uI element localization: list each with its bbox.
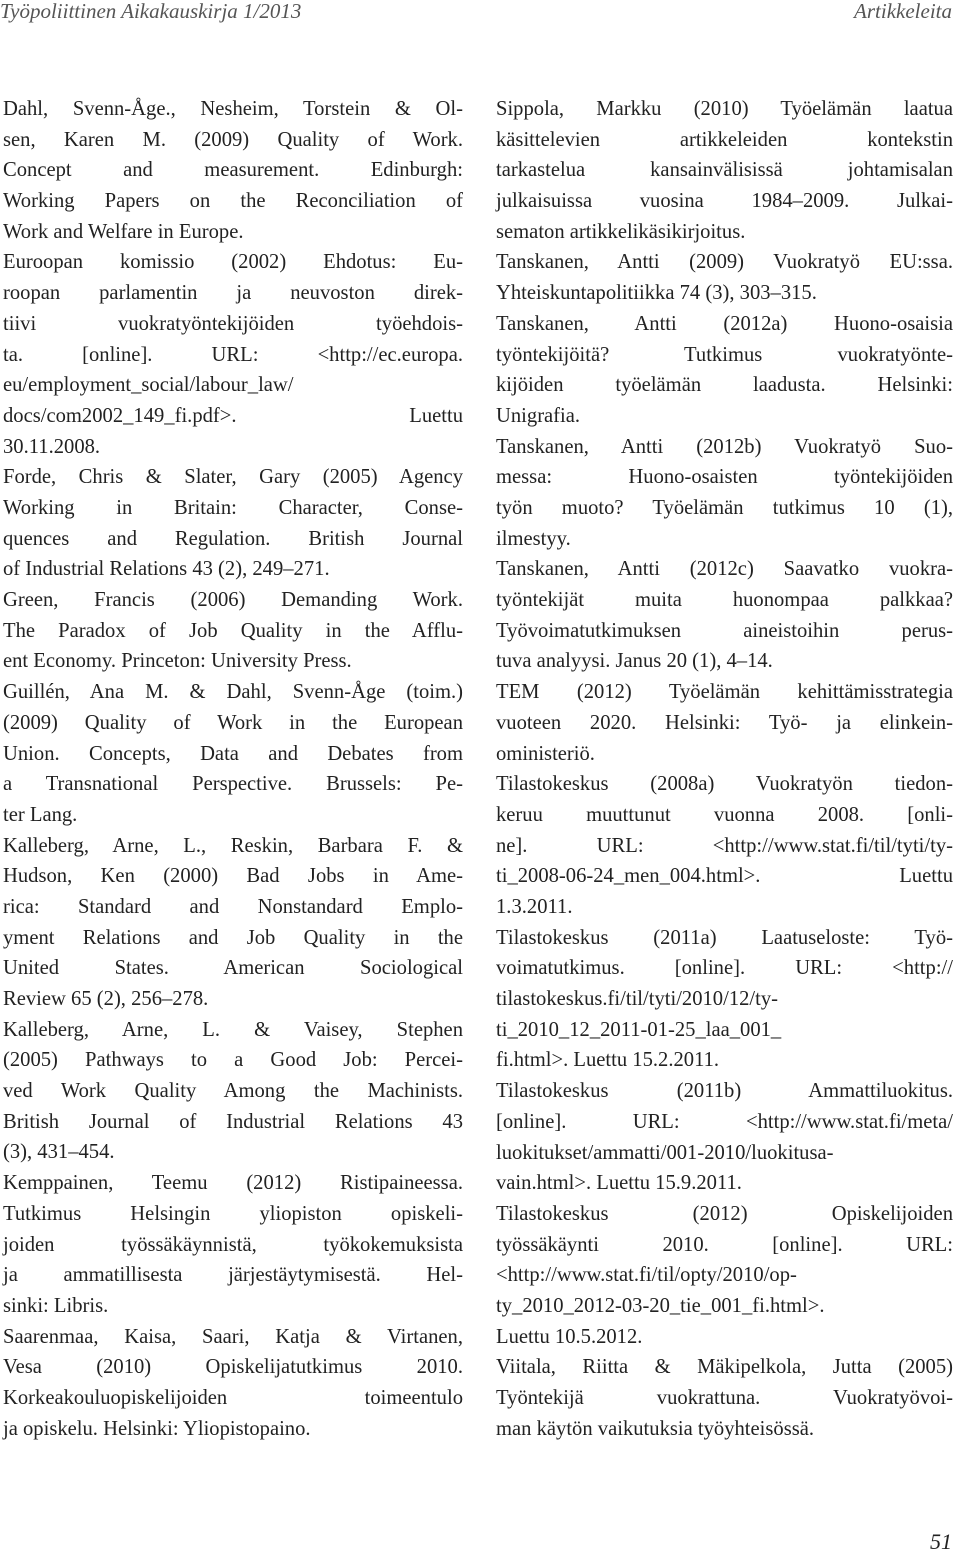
reference-line: 1.3.2011. xyxy=(496,895,573,918)
reference-line: Green, Francis (2006) Demanding Work. xyxy=(3,589,463,612)
reference-line: voimatutkimus. [online]. URL: <http:// xyxy=(496,957,953,980)
reference-line: käsittelevien artikkeleiden kontekstin xyxy=(496,128,953,151)
section-title: Artikkeleita xyxy=(854,0,952,23)
reference-line: tilastokeskus.fi/til/tyti/2010/12/ty- xyxy=(496,988,779,1011)
reference-line: rica: Standard and Nonstandard Emplo- xyxy=(3,895,463,918)
reference-line: quences and Regulation. British Journal xyxy=(3,527,463,550)
reference-line: tiivi vuokratyöntekijöiden työehdois- xyxy=(3,312,463,335)
reference-line: joiden työssäkäynnistä, työkokemuksista xyxy=(3,1233,463,1256)
reference-entry xyxy=(496,432,953,555)
reference-line: fi.html>. Luettu 15.2.2011. xyxy=(496,1049,720,1072)
reference-line: oministeriö. xyxy=(496,742,595,765)
reference-line: messa: Huono-osaisten työntekijöiden xyxy=(496,466,953,489)
reference-line: Guillén, Ana M. & Dahl, Svenn-Åge (toim.) xyxy=(3,681,463,704)
reference-entry xyxy=(3,677,463,830)
reference-entry xyxy=(496,1199,953,1352)
reference-line: Tanskanen, Antti (2012a) Huono-osaisia xyxy=(496,312,953,335)
reference-line: ty_2010_2012-03-20_tie_001_fi.html>. xyxy=(496,1294,825,1317)
reference-line: ti_2008-06-24_men_004.html>. Luettu xyxy=(496,865,953,888)
reference-line: ved Work Quality Among the Machinists. xyxy=(3,1080,463,1103)
reference-line: Hudson, Ken (2000) Bad Jobs in Ame- xyxy=(3,865,463,888)
reference-line: Union. Concepts, Data and Debates from xyxy=(3,742,463,765)
reference-entry xyxy=(3,247,463,462)
reference-line: Yhteiskuntapolitiikka 74 (3), 303–315. xyxy=(496,282,817,305)
reference-line: ter Lang. xyxy=(3,803,78,826)
reference-entry xyxy=(3,462,463,585)
reference-entry xyxy=(3,1015,463,1168)
reference-line: ent Economy. Princeton: University Press. xyxy=(3,650,352,673)
reference-line: man käytön vaikutuksia työyhteisössä. xyxy=(496,1417,815,1440)
reference-line: (3), 431–454. xyxy=(3,1141,115,1164)
reference-line: Työntekijä vuokrattuna. Vuokratyövoi- xyxy=(496,1387,953,1410)
reference-entry xyxy=(496,309,953,432)
reference-line: eu/employment_social/labour_law/ xyxy=(3,374,294,397)
reference-line: Kemppainen, Teemu (2012) Ristipaineessa. xyxy=(3,1172,463,1195)
reference-line: yment Relations and Job Quality in the xyxy=(3,926,463,949)
reference-line: luokitukset/ammatti/001-2010/luokitusa- xyxy=(496,1141,834,1164)
reference-line: British Journal of Industrial Relations 43 xyxy=(3,1110,463,1133)
reference-line: ilmestyy. xyxy=(496,527,571,550)
reference-line: Tutkimus Helsingin yliopiston opiskeli- xyxy=(3,1202,463,1225)
reference-line: Kalleberg, Arne, L., Reskin, Barbara F. & xyxy=(3,834,463,857)
reference-line: tarkastelua kansainvälisissä johtamisalan xyxy=(496,159,953,182)
reference-line: työn muoto? Työelämän tutkimus 10 (1), xyxy=(496,496,953,519)
page-number: 51 xyxy=(930,1529,952,1554)
reference-line: ja opiskelu. Helsinki: Yliopistopaino. xyxy=(3,1417,311,1440)
reference-line: ta. [online]. URL: <http://ec.europa. xyxy=(3,343,463,366)
reference-line: 30.11.2008. xyxy=(3,435,101,458)
reference-line: Forde, Chris & Slater, Gary (2005) Agency xyxy=(3,466,463,489)
reference-line: (2005) Pathways to a Good Job: Percei- xyxy=(3,1049,463,1072)
reference-line: of Industrial Relations 43 (2), 249–271. xyxy=(3,558,330,581)
reference-line: työntekijöitä? Tutkimus vuokratyönte- xyxy=(496,343,953,366)
reference-entry xyxy=(3,1322,463,1445)
reference-entry xyxy=(3,94,463,247)
reference-line: Concept and measurement. Edinburgh: xyxy=(3,159,463,182)
reference-entry xyxy=(3,831,463,1015)
reference-line: (2009) Quality of Work in the European xyxy=(3,711,463,734)
reference-line: vuoteen 2020. Helsinki: Työ- ja elinkein- xyxy=(496,711,953,734)
reference-line: The Paradox of Job Quality in the Afflu- xyxy=(3,619,463,642)
reference-line: Work and Welfare in Europe. xyxy=(3,220,244,243)
reference-entry xyxy=(496,1352,953,1444)
reference-entry xyxy=(496,247,953,308)
reference-line: United States. American Sociological xyxy=(3,957,463,980)
left-column-references xyxy=(3,94,463,1444)
reference-line: tuva analyysi. Janus 20 (1), 4–14. xyxy=(496,650,773,673)
reference-line: TEM (2012) Työelämän kehittämisstrategia xyxy=(496,681,953,704)
reference-line: Korkeakouluopiskelijoiden toimeentulo xyxy=(3,1387,463,1409)
reference-line: Tilastokeskus (2012) Opiskelijoiden xyxy=(496,1202,953,1225)
reference-line: Viitala, Riitta & Mäkipelkola, Jutta (2005) xyxy=(496,1356,953,1379)
reference-entry xyxy=(496,554,953,677)
reference-line: ja ammatillisesta järjestäytymisestä. Hel- xyxy=(3,1264,463,1287)
reference-line: julkaisuissa vuosina 1984–2009. Julkai- xyxy=(496,190,953,213)
reference-line: Sippola, Markku (2010) Työelämän laatua xyxy=(496,98,953,120)
reference-line: Tanskanen, Antti (2012b) Vuokratyö Suo- xyxy=(496,435,953,458)
reference-entry xyxy=(3,585,463,677)
reference-line: roopan parlamentin ja neuvoston direk- xyxy=(3,282,463,305)
reference-line: vain.html>. Luettu 15.9.2011. xyxy=(496,1172,742,1195)
reference-line: a Transnational Perspective. Brussels: Pe- xyxy=(3,773,463,796)
reference-line: Kalleberg, Arne, L. & Vaisey, Stephen xyxy=(3,1018,463,1041)
reference-line: keruu muuttunut vuonna 2008. [onli- xyxy=(496,803,953,826)
reference-line: Tilastokeskus (2011b) Ammattiluokitus. xyxy=(496,1080,953,1103)
right-column-references xyxy=(496,94,953,1444)
reference-entry xyxy=(496,677,953,769)
reference-line: Dahl, Svenn-Åge., Nesheim, Torstein & Ol- xyxy=(3,98,463,120)
reference-entry xyxy=(496,94,953,247)
reference-line: Luettu 10.5.2012. xyxy=(496,1325,643,1348)
reference-line: Euroopan komissio (2002) Ehdotus: Eu- xyxy=(3,251,463,274)
reference-line: Saarenmaa, Kaisa, Saari, Katja & Virtanen, xyxy=(3,1325,463,1348)
reference-line: työntekijät muita huonompaa palkkaa? xyxy=(496,589,953,612)
reference-line: Unigrafia. xyxy=(496,404,581,427)
reference-line: Working in Britain: Character, Conse- xyxy=(3,496,463,519)
reference-line: kijöiden työelämän laadusta. Helsinki: xyxy=(496,374,953,397)
reference-entry xyxy=(496,923,953,1076)
journal-title: Työpoliittinen Aikakauskirja 1/2013 xyxy=(0,0,302,23)
running-header xyxy=(0,0,960,28)
reference-line: sematon artikkelikäsikirjoitus. xyxy=(496,220,746,243)
reference-line: <http://www.stat.fi/til/opty/2010/op- xyxy=(496,1264,797,1287)
reference-entry xyxy=(496,1076,953,1199)
reference-line: docs/com2002_149_fi.pdf>. Luettu xyxy=(3,404,463,427)
reference-line: Tanskanen, Antti (2009) Vuokratyö EU:ssa. xyxy=(496,251,953,274)
reference-entry xyxy=(3,1168,463,1321)
reference-line: Työvoimatutkimuksen aineistoihin perus- xyxy=(496,619,953,642)
reference-line: sen, Karen M. (2009) Quality of Work. xyxy=(3,128,463,151)
reference-line: Review 65 (2), 256–278. xyxy=(3,988,209,1011)
reference-entry xyxy=(496,769,953,922)
reference-line: Tilastokeskus (2011a) Laatuseloste: Työ- xyxy=(496,926,953,949)
reference-line: ne]. URL: <http://www.stat.fi/til/tyti/ty- xyxy=(496,834,953,857)
reference-line: Working Papers on the Reconciliation of xyxy=(3,190,463,213)
reference-line: Tanskanen, Antti (2012c) Saavatko vuokra- xyxy=(496,558,953,581)
reference-line: Vesa (2010) Opiskelijatutkimus 2010. xyxy=(3,1356,463,1379)
reference-line: työssäkäynti 2010. [online]. URL: xyxy=(496,1233,953,1256)
reference-line: sinki: Libris. xyxy=(3,1294,109,1317)
reference-line: ti_2010_12_2011-01-25_laa_001_ xyxy=(496,1018,782,1041)
reference-line: [online]. URL: <http://www.stat.fi/meta/ xyxy=(496,1110,953,1133)
reference-line: Tilastokeskus (2008a) Vuokratyön tiedon- xyxy=(496,773,953,796)
